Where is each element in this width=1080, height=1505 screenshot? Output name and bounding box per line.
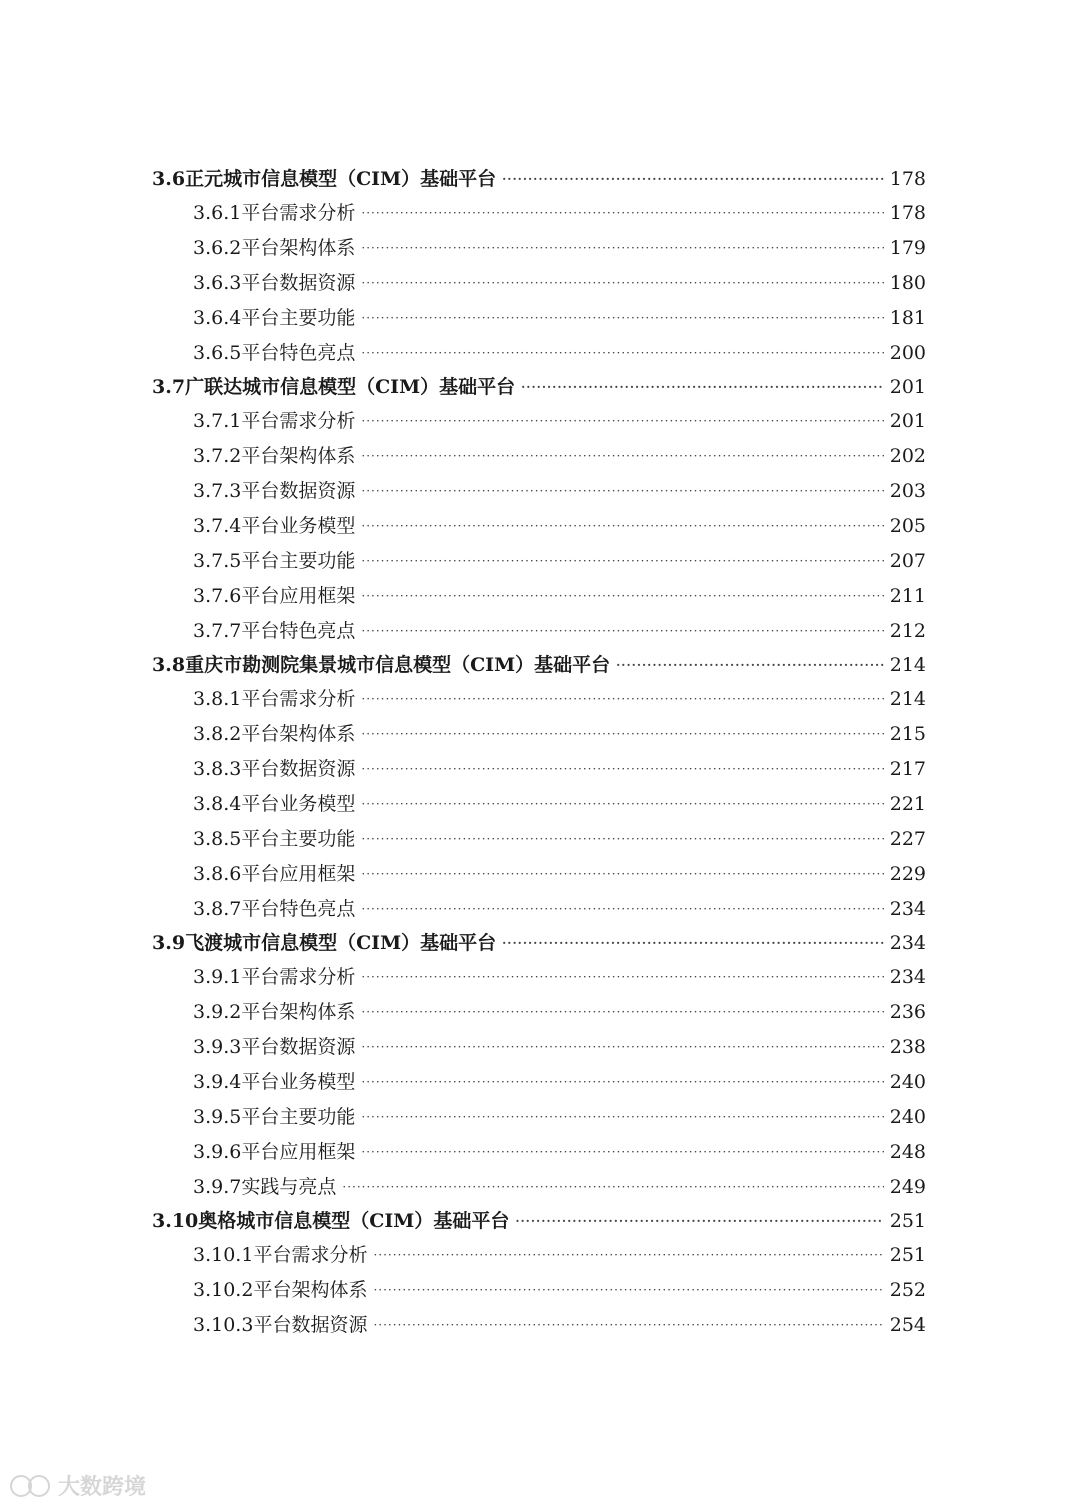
toc-page-number: 214 [889, 688, 926, 710]
toc-page-number: 202 [889, 445, 926, 467]
toc-entry-title: 平台应用框架 [241, 863, 356, 885]
toc-entry-title: 平台架构体系 [241, 723, 356, 745]
toc-entry-number: 3.7.3 [193, 480, 242, 502]
toc-entry-title: 正元城市信息模型（CIM）基础平台 [185, 168, 497, 190]
toc-dot-leader [361, 439, 883, 474]
toc-page-number: 251 [889, 1244, 926, 1266]
toc-dot-leader [361, 752, 883, 787]
toc-entry-number: 3.9.1 [193, 966, 242, 988]
toc-dot-leader [361, 1135, 883, 1170]
toc-entry-number: 3.6 [152, 168, 186, 190]
toc-dot-leader [361, 717, 883, 752]
toc-dot-leader [521, 371, 884, 404]
table-of-contents [0, 163, 1080, 1343]
toc-page-number: 229 [889, 863, 926, 885]
toc-dot-leader [361, 196, 883, 231]
toc-page-number: 215 [889, 723, 926, 745]
toc-entry-number: 3.8 [152, 654, 186, 676]
toc-entry-title: 平台架构体系 [241, 1001, 356, 1023]
toc-entry-number: 3.9.4 [193, 1071, 242, 1093]
toc-page-number: 249 [889, 1176, 926, 1198]
toc-subsection-row[interactable] [0, 544, 1080, 579]
toc-dot-leader [361, 822, 883, 857]
toc-entry-title: 平台特色亮点 [241, 342, 356, 364]
toc-dot-leader [361, 995, 883, 1030]
toc-subsection-row[interactable] [0, 1273, 1080, 1308]
toc-page-number: 238 [889, 1036, 926, 1058]
toc-subsection-row[interactable] [0, 717, 1080, 752]
toc-page-number: 248 [889, 1141, 926, 1163]
toc-entry-title: 奥格城市信息模型（CIM）基础平台 [198, 1210, 510, 1232]
toc-section-row[interactable] [0, 163, 1080, 196]
toc-page-number: 201 [889, 376, 926, 398]
toc-entry-number: 3.10.3 [193, 1314, 254, 1336]
toc-dot-leader [361, 1065, 883, 1100]
toc-page-number: 211 [889, 585, 926, 607]
toc-entry-title: 平台主要功能 [241, 307, 356, 329]
toc-entry-number: 3.7.1 [193, 410, 242, 432]
toc-subsection-row[interactable] [0, 682, 1080, 717]
toc-subsection-row[interactable] [0, 301, 1080, 336]
toc-dot-leader [361, 579, 883, 614]
toc-dot-leader [361, 787, 883, 822]
toc-dot-leader [373, 1308, 883, 1343]
toc-entry-title: 广联达城市信息模型（CIM）基础平台 [185, 376, 516, 398]
toc-entry-number: 3.8.1 [193, 688, 242, 710]
toc-dot-leader [502, 163, 884, 196]
toc-entry-number: 3.8.7 [193, 898, 242, 920]
toc-entry-title: 平台特色亮点 [241, 620, 356, 642]
toc-dot-leader [342, 1170, 883, 1205]
toc-entry-title: 平台数据资源 [241, 1036, 356, 1058]
toc-subsection-row[interactable] [0, 404, 1080, 439]
watermark [8, 1470, 146, 1501]
toc-subsection-row[interactable] [0, 614, 1080, 649]
toc-entry-title: 平台需求分析 [241, 966, 356, 988]
toc-dot-leader [361, 266, 883, 301]
toc-page-number: 227 [889, 828, 926, 850]
toc-page-number: 214 [889, 654, 926, 676]
brand-logo-icon [8, 1473, 52, 1499]
toc-entry-number: 3.10.1 [193, 1244, 254, 1266]
toc-dot-leader [373, 1238, 883, 1273]
toc-entry-number: 3.6.5 [193, 342, 242, 364]
toc-dot-leader [361, 544, 883, 579]
toc-page-number: 240 [889, 1106, 926, 1128]
toc-page-number: 203 [889, 480, 926, 502]
toc-page-number: 207 [889, 550, 926, 572]
toc-entry-title: 平台主要功能 [241, 550, 356, 572]
toc-entry-number: 3.8.2 [193, 723, 242, 745]
toc-subsection-row[interactable] [0, 1238, 1080, 1273]
toc-subsection-row[interactable] [0, 266, 1080, 301]
toc-subsection-row[interactable] [0, 1308, 1080, 1343]
toc-page-number: 180 [889, 272, 926, 294]
toc-subsection-row[interactable] [0, 474, 1080, 509]
toc-entry-title: 平台需求分析 [241, 688, 356, 710]
toc-entry-number: 3.8.4 [193, 793, 242, 815]
toc-page-number: 178 [889, 168, 926, 190]
toc-entry-title: 平台数据资源 [241, 480, 356, 502]
toc-page-number: 221 [889, 793, 926, 815]
toc-entry-number: 3.10.2 [193, 1279, 254, 1301]
toc-entry-title: 平台需求分析 [241, 202, 356, 224]
toc-entry-number: 3.10 [152, 1210, 199, 1232]
toc-section-row[interactable] [0, 1205, 1080, 1238]
toc-subsection-row[interactable] [0, 752, 1080, 787]
toc-entry-title: 平台主要功能 [241, 828, 356, 850]
toc-entry-title: 平台架构体系 [241, 237, 356, 259]
toc-subsection-row[interactable] [0, 857, 1080, 892]
toc-dot-leader [361, 892, 883, 927]
toc-dot-leader [361, 682, 883, 717]
toc-dot-leader [515, 1205, 883, 1238]
toc-entry-number: 3.8.6 [193, 863, 242, 885]
toc-dot-leader [361, 301, 883, 336]
toc-entry-title: 平台数据资源 [253, 1314, 368, 1336]
toc-page-number: 205 [889, 515, 926, 537]
toc-subsection-row[interactable] [0, 196, 1080, 231]
toc-subsection-row[interactable] [0, 439, 1080, 474]
toc-entry-title: 平台架构体系 [241, 445, 356, 467]
toc-entry-number: 3.7.7 [193, 620, 242, 642]
toc-page-number: 236 [889, 1001, 926, 1023]
toc-entry-number: 3.7.4 [193, 515, 242, 537]
toc-section-row[interactable] [0, 649, 1080, 682]
toc-entry-number: 3.6.3 [193, 272, 242, 294]
toc-page-number: 234 [889, 966, 926, 988]
toc-entry-title: 飞渡城市信息模型（CIM）基础平台 [185, 932, 497, 954]
toc-entry-number: 3.7 [152, 376, 186, 398]
toc-entry-number: 3.6.2 [193, 237, 242, 259]
toc-dot-leader [361, 1100, 883, 1135]
toc-dot-leader [361, 509, 883, 544]
toc-entry-title: 平台数据资源 [241, 272, 356, 294]
toc-dot-leader [361, 231, 883, 266]
toc-entry-number: 3.7.6 [193, 585, 242, 607]
toc-section-row[interactable] [0, 371, 1080, 404]
toc-page-number: 200 [889, 342, 926, 364]
toc-subsection-row[interactable] [0, 1135, 1080, 1170]
toc-dot-leader [361, 474, 883, 509]
toc-page-number: 240 [889, 1071, 926, 1093]
toc-entry-title: 平台业务模型 [241, 793, 356, 815]
toc-section-row[interactable] [0, 927, 1080, 960]
toc-entry-number: 3.9.5 [193, 1106, 242, 1128]
toc-dot-leader [361, 336, 883, 371]
toc-dot-leader [361, 404, 883, 439]
toc-dot-leader [361, 960, 883, 995]
toc-page-number: 217 [889, 758, 926, 780]
toc-dot-leader [373, 1273, 883, 1308]
toc-subsection-row[interactable] [0, 509, 1080, 544]
toc-page-number: 179 [889, 237, 926, 259]
toc-entry-number: 3.7.5 [193, 550, 242, 572]
toc-entry-title: 实践与亮点 [241, 1176, 337, 1198]
toc-entry-number: 3.8.3 [193, 758, 242, 780]
toc-entry-number: 3.9.2 [193, 1001, 242, 1023]
watermark-text: 大数跨境 [58, 1475, 147, 1500]
toc-entry-title: 平台业务模型 [241, 515, 356, 537]
toc-subsection-row[interactable] [0, 822, 1080, 857]
toc-page-number: 181 [889, 307, 926, 329]
toc-dot-leader [361, 614, 883, 649]
toc-subsection-row[interactable] [0, 787, 1080, 822]
toc-entry-title: 平台特色亮点 [241, 898, 356, 920]
toc-entry-number: 3.9.7 [193, 1176, 242, 1198]
toc-subsection-row[interactable] [0, 336, 1080, 371]
toc-page-number: 251 [889, 1210, 926, 1232]
toc-subsection-row[interactable] [0, 1030, 1080, 1065]
toc-page-number: 252 [889, 1279, 926, 1301]
toc-entry-title: 平台需求分析 [241, 410, 356, 432]
toc-entry-title: 平台数据资源 [241, 758, 356, 780]
toc-entry-number: 3.9.6 [193, 1141, 242, 1163]
toc-entry-number: 3.6.1 [193, 202, 242, 224]
toc-subsection-row[interactable] [0, 960, 1080, 995]
toc-entry-title: 平台应用框架 [241, 1141, 356, 1163]
toc-page-number: 234 [889, 932, 926, 954]
toc-subsection-row[interactable] [0, 892, 1080, 927]
toc-dot-leader [616, 649, 884, 682]
toc-entry-title: 平台应用框架 [241, 585, 356, 607]
toc-subsection-row[interactable] [0, 1170, 1080, 1205]
toc-dot-leader [361, 1030, 883, 1065]
toc-page-number: 201 [889, 410, 926, 432]
toc-entry-title: 平台架构体系 [253, 1279, 368, 1301]
toc-subsection-row[interactable] [0, 579, 1080, 614]
toc-subsection-row[interactable] [0, 1100, 1080, 1135]
toc-page-number: 234 [889, 898, 926, 920]
toc-page-number: 212 [889, 620, 926, 642]
toc-entry-title: 平台主要功能 [241, 1106, 356, 1128]
toc-page-number: 178 [889, 202, 926, 224]
toc-entry-number: 3.6.4 [193, 307, 242, 329]
toc-entry-number: 3.9 [152, 932, 186, 954]
toc-subsection-row[interactable] [0, 231, 1080, 266]
toc-entry-number: 3.7.2 [193, 445, 242, 467]
toc-entry-title: 重庆市勘测院集景城市信息模型（CIM）基础平台 [185, 654, 611, 676]
toc-entry-title: 平台业务模型 [241, 1071, 356, 1093]
toc-entry-title: 平台需求分析 [253, 1244, 368, 1266]
toc-dot-leader [361, 857, 883, 892]
toc-page-number: 254 [889, 1314, 926, 1336]
toc-entry-number: 3.9.3 [193, 1036, 242, 1058]
toc-subsection-row[interactable] [0, 1065, 1080, 1100]
toc-subsection-row[interactable] [0, 995, 1080, 1030]
toc-dot-leader [502, 927, 884, 960]
toc-entry-number: 3.8.5 [193, 828, 242, 850]
